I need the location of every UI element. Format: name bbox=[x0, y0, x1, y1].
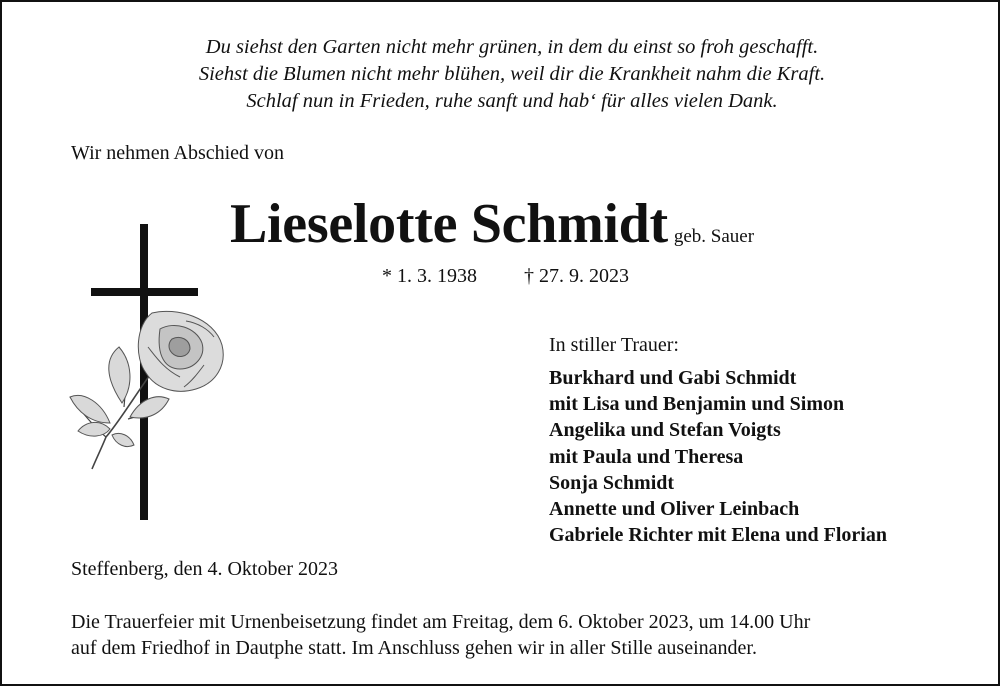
birth-date: * 1. 3. 1938 bbox=[382, 265, 477, 287]
mourner-line: Gabriele Richter mit Elena und Florian bbox=[549, 524, 887, 547]
death-date: † 27. 9. 2023 bbox=[524, 265, 629, 287]
funeral-notice bbox=[71, 609, 810, 661]
mourner-line: Annette und Oliver Leinbach bbox=[549, 498, 800, 521]
deceased-name: Lieselotte Schmidt bbox=[230, 193, 668, 255]
cross-icon-bar bbox=[91, 288, 198, 296]
mourner-line: Sonja Schmidt bbox=[549, 471, 675, 494]
poem-line: Siehst die Blumen nicht mehr blühen, weil dir die Krankheit nahm die Kraft. bbox=[198, 63, 826, 85]
place-and-date: Steffenberg, den 4. Oktober 2023 bbox=[71, 558, 338, 580]
notice-line: Die Trauerfeier mit Urnenbeisetzung findet am Freitag, dem 6. Oktober 2023, um 14.00 Uhr bbox=[71, 611, 811, 633]
memorial-poem bbox=[2, 34, 1000, 115]
deceased-name-block bbox=[230, 192, 754, 256]
maiden-name: geb. Sauer bbox=[673, 226, 755, 247]
poem-line: Du siehst den Garten nicht mehr grünen, in dem du einst so froh geschafft. bbox=[205, 36, 819, 58]
mourner-line: Burkhard und Gabi Schmidt bbox=[549, 367, 797, 389]
mourner-line: mit Lisa und Benjamin und Simon bbox=[549, 393, 845, 416]
mourners-heading: In stiller Trauer: bbox=[549, 334, 679, 356]
rose-icon bbox=[64, 307, 229, 477]
notice-line: auf dem Friedhof in Dautphe statt. Im Anschluss gehen wir in aller Stille auseinander. bbox=[71, 637, 757, 659]
mourner-line: mit Paula und Theresa bbox=[549, 445, 744, 468]
farewell-intro: Wir nehmen Abschied von bbox=[71, 142, 285, 164]
poem-line: Schlaf nun in Frieden, ruhe sanft und hab‘ für alles vielen Dank. bbox=[246, 90, 778, 112]
mourners-list bbox=[549, 334, 887, 548]
mourner-line: Angelika und Stefan Voigts bbox=[549, 419, 781, 442]
